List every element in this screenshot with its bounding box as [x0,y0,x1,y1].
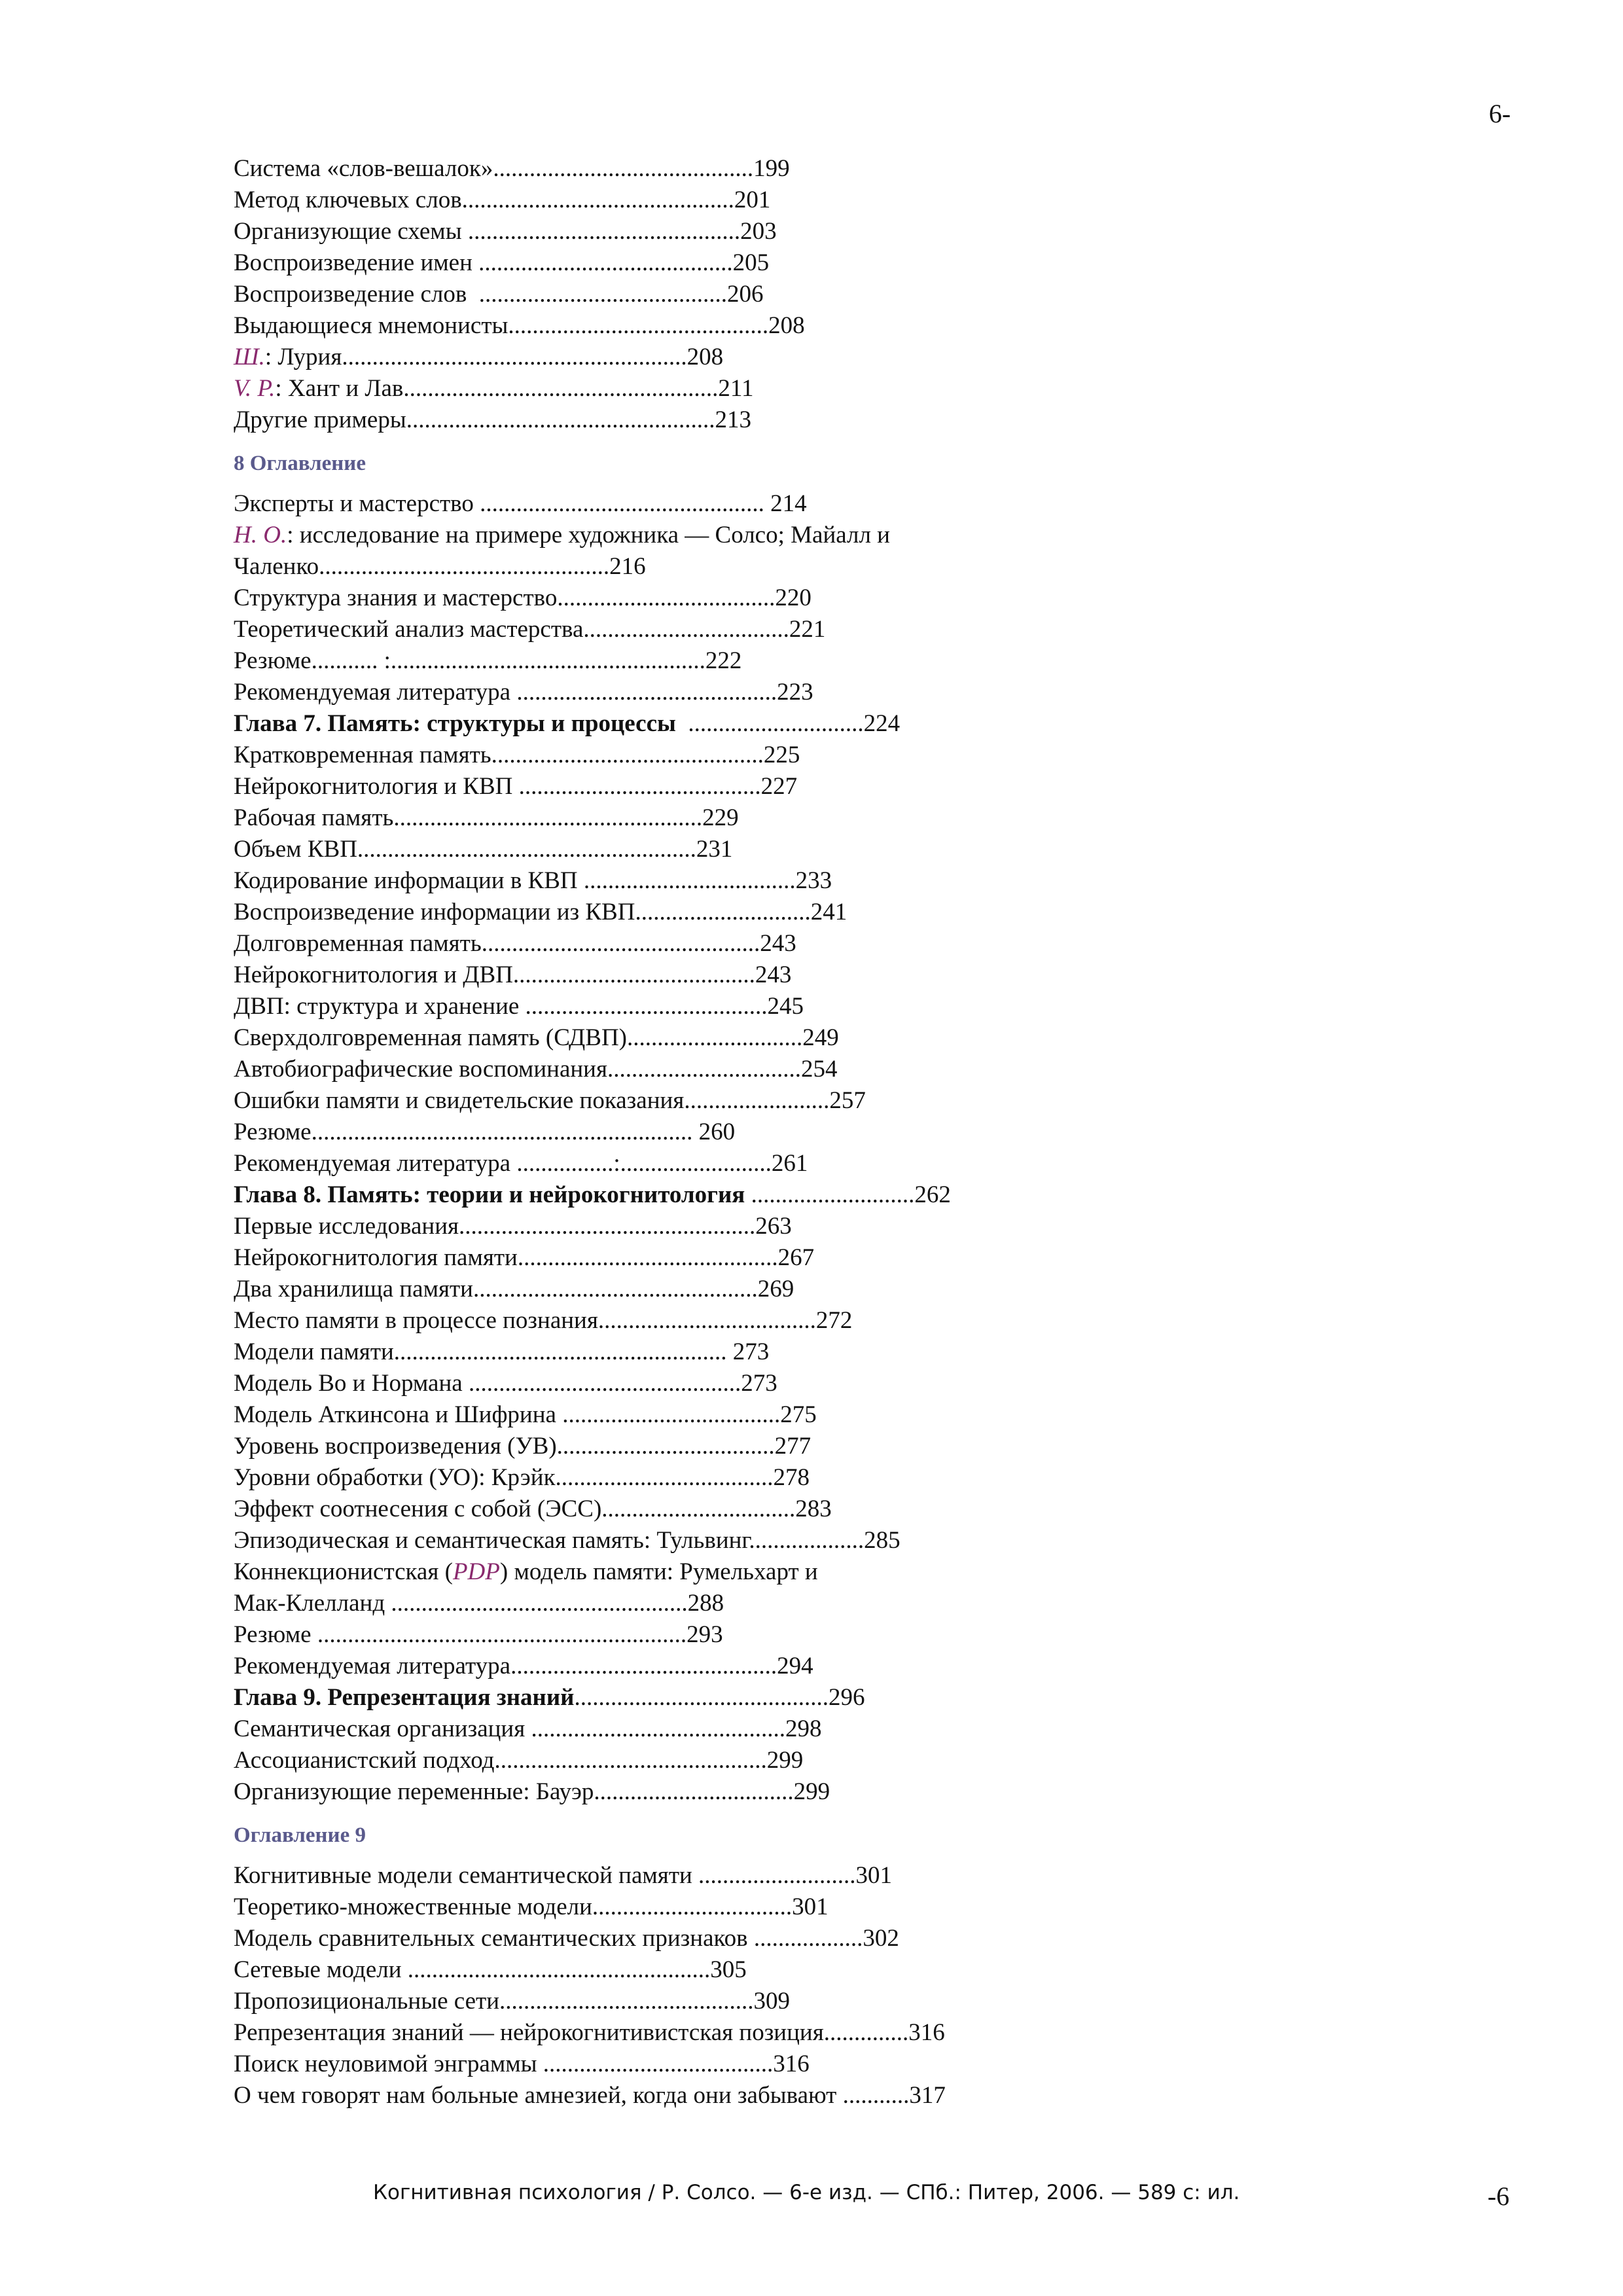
toc-entry [234,1085,1477,1117]
toc-entry-text: Объем КВП........................................................231 [234,836,733,863]
toc-entry-text: Пропозициональные сети..........................................309 [234,1988,791,2015]
toc-entry [234,677,1477,708]
toc-entry-text: ..........................................296 [574,1684,865,1711]
toc-entry-text: Организующие переменные: Бауэр.................................299 [234,1778,830,1805]
toc-entry [234,247,1477,279]
toc-entry [234,1525,1477,1556]
toc-entry [234,1211,1477,1242]
toc-entry-text: Выдающиеся мнемонисты...........................................208 [234,312,805,339]
footer-citation: Когнитивная психология / Р. Солсо. — 6-е изд. — СПб.: Питер, 2006. — 589 с: ил. [373,2181,1240,2204]
toc-entry [234,834,1477,865]
toc-entry-text: Два хранилища памяти...............................................269 [234,1276,794,1302]
toc-entry-text: Коннекционистская ( [234,1558,453,1585]
toc-entry-initials: Ш. [234,344,265,370]
toc-chapter-title: Глава 9. Репрезентация знаний [234,1684,575,1711]
toc-entry-text: Нейрокогнитология и ДВП........................................243 [234,961,792,988]
toc-entry [234,1860,1477,1892]
toc-entry [234,216,1477,247]
toc-entry-text: Воспроизведение имен ..........................................205 [234,249,770,276]
toc-entry [234,2017,1477,2049]
toc-entry-text: : Хант и Лав....................................................211 [275,375,754,402]
toc-entry-text: ) модель памяти: Румельхарт и [499,1558,818,1585]
toc-entry [234,1588,1477,1619]
toc-entry [234,645,1477,677]
toc-chapter-title: Глава 7. Память: структуры и процессы [234,710,676,737]
toc-entry [234,1776,1477,1808]
toc-entry [234,865,1477,897]
toc-entry-initials: Н. О. [234,522,287,548]
toc-entry-text: Теоретический анализ мастерства..................................221 [234,616,826,643]
toc-entry [234,1336,1477,1368]
toc-entry [234,1054,1477,1085]
toc-entry [234,1892,1477,1923]
toc-entry [234,279,1477,310]
toc-entry-text: ДВП: структура и хранение ........................................245 [234,993,804,1020]
toc-entry [234,1399,1477,1431]
toc-entry-text: Рекомендуемая литература ...........................................223 [234,679,813,706]
toc-entry [234,520,1477,551]
toc-entry [234,1923,1477,1954]
toc-entry [234,1368,1477,1399]
toc-entry [234,960,1477,991]
toc-entry [234,1619,1477,1651]
toc-entry [234,310,1477,342]
toc-entry-text: О чем говорят нам больные амнезией, когда они забывают ...........317 [234,2082,946,2109]
toc-entry [234,802,1477,834]
toc-entry-text: Эпизодическая и семантическая память: Тульвинг...................285 [234,1527,901,1554]
page-number-bottom: -6 [1488,2181,1510,2211]
toc-entry-text: Долговременная память..............................................243 [234,930,796,957]
toc-entry-text: Уровень воспроизведения (УВ)....................................277 [234,1433,812,1460]
toc-entry [234,614,1477,645]
toc-entry [234,1954,1477,1986]
toc-entry-text: Рекомендуемая литература............................................294 [234,1653,813,1679]
toc-entry-text: Автобиографические воспоминания................................254 [234,1056,838,1083]
toc-entry [234,2080,1477,2111]
toc-entry-text: Структура знания и мастерство....................................220 [234,584,812,611]
toc-entry [234,1494,1477,1525]
toc-entry-text: : Лурия.........................................................208 [264,344,724,370]
toc-entry [234,897,1477,928]
toc-entry-text: .............................224 [675,710,901,737]
toc-entry [234,1242,1477,1274]
toc-entry-text: Резюме .............................................................293 [234,1621,723,1648]
toc-entry-text: Семантическая организация ..........................................298 [234,1715,822,1742]
toc-entry-text: Первые исследования.................................................263 [234,1213,792,1240]
toc-entry [234,1022,1477,1054]
toc-entry [234,1431,1477,1462]
toc-entry-text: Модель Во и Нормана .............................................273 [234,1370,777,1397]
toc-entry [234,185,1477,216]
section-header-1: 8 Оглавление [234,452,366,475]
toc-entry-text: Другие примеры...................................................213 [234,406,751,433]
toc-entry [234,583,1477,614]
toc-entry-text: Воспроизведение информации из КВП.............................241 [234,899,847,925]
toc-entry [234,1556,1477,1588]
toc-entry-text: Резюме............................................................... 260 [234,1119,736,1145]
toc-entry [234,1745,1477,1776]
section-header-2: Оглавление 9 [234,1823,366,1847]
toc-block-3 [234,1860,1477,2111]
toc-entry-text: Ассоцианистский подход.............................................299 [234,1747,804,1774]
toc-entry [234,342,1477,373]
toc-entry [234,551,1477,583]
toc-entry-text: Эффект соотнесения с собой (ЭСС)................................283 [234,1496,832,1522]
toc-entry [234,1986,1477,2017]
toc-entry-text: Нейрокогнитология и КВП ........................................227 [234,773,798,800]
toc-entry-text: Место памяти в процессе познания....................................272 [234,1307,853,1334]
toc-entry-text: Нейрокогнитология памяти...........................................267 [234,1244,815,1271]
toc-entry [234,1274,1477,1305]
toc-entry [234,708,1477,740]
toc-entry [234,488,1477,520]
toc-entry [234,1179,1477,1211]
toc-entry-initials: V. P. [234,375,276,402]
toc-chapter-title: Глава 8. Память: теории и нейрокогнитология [234,1181,745,1208]
toc-entry-text: Организующие схемы .............................................203 [234,218,777,245]
toc-entry [234,1682,1477,1713]
toc-entry-text: Метод ключевых слов.............................................201 [234,187,771,213]
toc-entry-text: Чаленко................................................216 [234,553,646,580]
toc-entry [234,2049,1477,2080]
toc-entry [234,1651,1477,1682]
toc-entry-text: Модель сравнительных семантических признаков ..................302 [234,1925,899,1952]
toc-entry [234,1305,1477,1336]
toc-entry [234,153,1477,185]
toc-entry-text: Сверхдолговременная память (СДВП).............................249 [234,1024,839,1051]
toc-entry-text: Модель Аткинсона и Шифрина ....................................275 [234,1401,817,1428]
toc-entry-text: Репрезентация знаний — нейрокогнитивистская позиция..............316 [234,2019,945,2046]
toc-entry-text: Кратковременная память.............................................225 [234,742,800,768]
table-of-contents [234,153,1477,2111]
toc-entry-text: Резюме........... :....................................................222 [234,647,742,674]
toc-entry [234,991,1477,1022]
toc-entry [234,740,1477,771]
toc-entry [234,771,1477,802]
page-number-top: 6- [1489,99,1511,128]
toc-block-1 [234,153,1477,436]
toc-entry-text: Система «слов-вешалок»...........................................199 [234,155,790,182]
toc-entry-text: Поиск неуловимой энграммы ......................................316 [234,2051,810,2077]
toc-entry-text: Теоретико-множественные модели.................................301 [234,1893,829,1920]
toc-entry-text: ...........................262 [745,1181,951,1208]
toc-entry-text: Рекомендуемая литература ................:.........................261 [234,1150,808,1177]
toc-entry-text: : исследование на примере художника — Солсо; Майалл и [287,522,890,548]
toc-entry-text: Ошибки памяти и свидетельские показания........................257 [234,1087,866,1114]
toc-entry [234,404,1477,436]
toc-entry [234,1117,1477,1148]
toc-entry [234,1462,1477,1494]
toc-entry [234,1713,1477,1745]
toc-entry-text: Воспроизведение слов .........................................206 [234,281,764,308]
toc-entry-text: Уровни обработки (УО): Крэйк....................................278 [234,1464,810,1491]
toc-entry [234,373,1477,404]
toc-entry-text: Эксперты и мастерство ............................................... 214 [234,490,807,517]
toc-entry [234,1148,1477,1179]
toc-entry-text: Когнитивные модели семантической памяти ..........................301 [234,1862,893,1889]
toc-entry [234,928,1477,960]
toc-entry-text: Рабочая память...................................................229 [234,804,739,831]
toc-entry-text: Сетевые модели ..................................................305 [234,1956,747,1983]
toc-entry-text: Мак-Клелланд .................................................288 [234,1590,724,1617]
toc-block-2 [234,488,1477,1808]
toc-entry-text: Кодирование информации в КВП ...................................233 [234,867,832,894]
toc-entry-text: Модели памяти....................................................... 273 [234,1338,770,1365]
toc-entry-initials: PDP [452,1558,500,1585]
